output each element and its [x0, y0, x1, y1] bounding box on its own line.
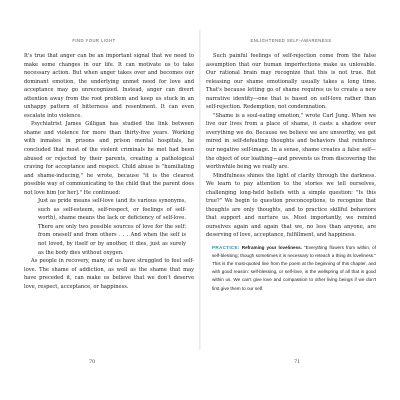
- paragraph: "Shame is a soul-eating emotion," wrote Carl Jung. When we live our lives from a place of shame, it casts a shadow over everything we do. Because we believe we are unworthy, we get mired in self-defeating thoughts and behaviors that reinforce our negative self-image. In a sense, shame creates a false self—the object of our loathing—and prevents us from discovering the worthwhile being we really are.: [206, 112, 376, 171]
- practice-box: [212, 244, 376, 293]
- page-number-left: 70: [89, 359, 96, 365]
- right-page-body: [206, 52, 376, 293]
- running-head-left: FIND YOUR LIGHT: [72, 38, 116, 43]
- left-page-body: [24, 52, 194, 291]
- block-quote: [38, 197, 186, 257]
- paragraph: Psychiatrist James Gilligan has studied the link between shame and violence for more than thirty-five years. Working with inmates in prisons and prison mental hospitals, he concluded that most of the violent criminals he met had been abused or rejected by their parents, creating a pathological craving for acceptance and respect. Child abuse is "humiliating and shame-inducing," he wrote, because "it is the clearest possible way of communicating to the child that the parent does not love him [or her]." He continued:: [24, 121, 194, 196]
- practice-title: Reframing your loveliness.: [241, 245, 302, 251]
- paragraph: As people in recovery, many of us have struggled to feel self-love. The shame of addiction, as well as the shame that may have preceded it, can make us believe that we don't deserve love, respect, acceptance, or happiness.: [24, 258, 194, 290]
- paragraph: Such painful feelings of self-rejection come from the false assumption that our human imperfections make us unlovable. Our rational brain may recognize that this is not true. But releasing our shame emotionally usually takes a long time. That's because letting go of shame requires us to create a new narrative identity—one that is based on self-love rather than self-rejection. Redemption, not condemnation.: [206, 53, 376, 111]
- running-head-right: ENLIGHTENED SELF-AWARENESS: [250, 38, 332, 43]
- page-number-right: 71: [294, 359, 301, 365]
- quote-paragraph: Just as pride means self-love (and its various synonyms, such as self-esteem, self-respect, or feelings of self-worth), shame means the lack or deficiency of self-love. There are only two possible sources of love for the self: from oneself and from others . . . And when the self is not loved, by itself or by another, it dies, just as surely as the body dies without oxygen.: [38, 198, 186, 256]
- right-page: [200, 0, 400, 400]
- paragraph: Mindfulness shines the light of clarity through the darkness. We learn to pay attention to the stories we tell ourselves, challenging long-held beliefs with a simple question: "Is this true?" We begin to question preconceptions, to recognize that thoughts are only thoughts, and to practice skillful behaviors that support and nurture us. Most importantly, we remind ourselves again and again that we, no less than anyone, are deserving of love, acceptance, fulfillment, and happiness.: [206, 172, 376, 239]
- paragraph: It's true that anger can be an important signal that we need to make some changes in our life. It can motivate us to take necessary action. But when anger takes over and becomes our dominant emotion, the underlying unmet need for love and acceptance may go unrecognized. Instead, anger can divert attention away from the root problem and keep us stuck in an unhappy pattern of bitterness and resentment. It can even escalate into violence.: [24, 53, 194, 119]
- practice-label: PRACTICE:: [212, 245, 240, 251]
- practice-text: "Everything flowers from within, of self-blessing; though sometimes it is necessary to reteach a thing its loveliness." This is the most-quoted line from the poem at the beginning of this chapter, and with good reason: self-blessing, or self-love, is the wellspring of all that is good within us. We can't give love and compassion to other living beings if we don't first give them to our self.: [212, 245, 377, 291]
